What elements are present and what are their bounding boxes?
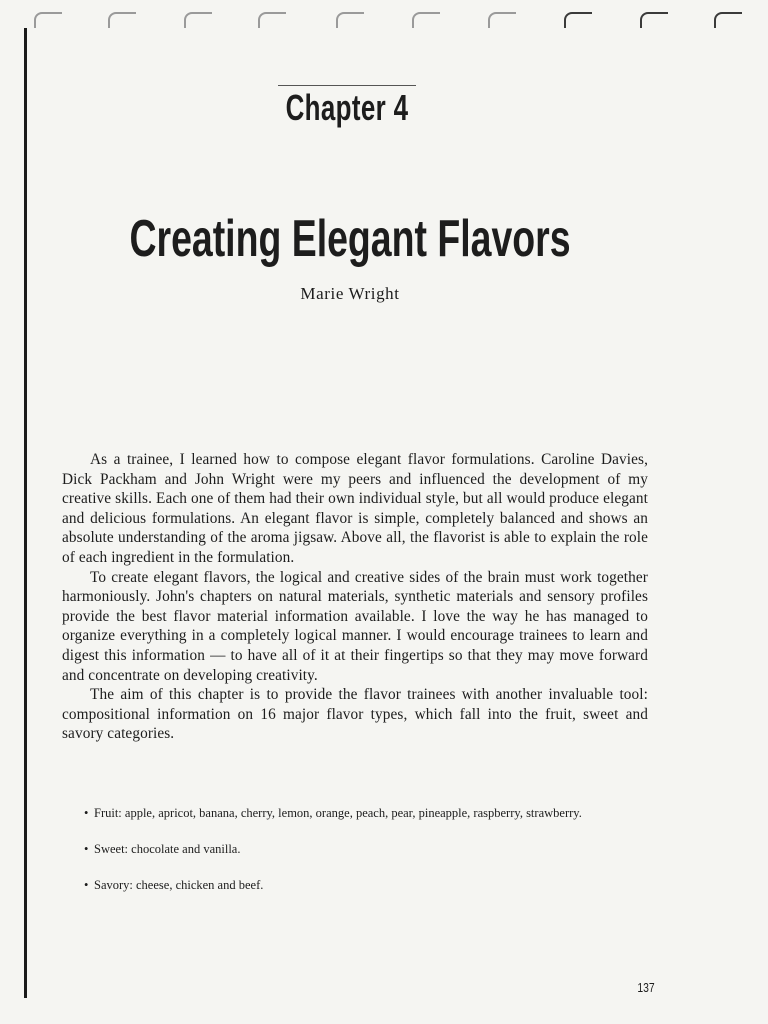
body-paragraph: To create elegant flavors, the logical and creative sides of the brain must work together harmoniously. John's chapters on natural materials, synthetic materials and sensory profiles provide the best flavor material information available. I love the way he has managed to organize everything in a completely logical manner. I would encourage trainees to learn and digest this information — to have all of it at their fingertips so that they may move forward and concentrate on developing creativity. — [62, 568, 648, 684]
chapter-author: Marie Wright — [300, 284, 400, 303]
page-number: 137 — [637, 980, 655, 995]
flavor-category-list — [84, 804, 644, 912]
list-item-text: Sweet: chocolate and vanilla. — [94, 842, 241, 856]
list-item-text: Savory: cheese, chicken and beef. — [94, 878, 264, 892]
body-text — [62, 450, 648, 744]
binding-ring — [336, 12, 364, 28]
binding-ring — [184, 12, 212, 28]
binding-ring — [34, 12, 62, 28]
chapter-title: Creating Elegant Flavors — [129, 210, 571, 268]
body-paragraph: As a trainee, I learned how to compose elegant flavor formulations. Caroline Davies, Dick Packham and John Wright were my peers and influenced the development of my creative skills. Each one of them had their own individual style, but all would produce elegant and delicious formulations. An elegant flavor is simple, completely balanced and shows an absolute understanding of the aroma jigsaw. Above all, the flavorist is able to explain the role of each ingredient in the formulation. — [62, 451, 648, 566]
binding-ring — [640, 12, 668, 28]
binding-ring — [488, 12, 516, 28]
bullet-icon: • — [84, 806, 89, 820]
list-item — [84, 840, 644, 859]
list-item-text: Fruit: apple, apricot, banana, cherry, lemon, orange, peach, pear, pineapple, raspberry, strawberry. — [94, 806, 582, 820]
binding-ring — [412, 12, 440, 28]
binding-edge — [24, 28, 27, 998]
binding-ring — [258, 12, 286, 28]
binding-ring — [108, 12, 136, 28]
chapter-label: Chapter 4 — [285, 87, 409, 128]
binding-ring — [564, 12, 592, 28]
bullet-icon: • — [84, 878, 89, 892]
binding-ring — [714, 12, 742, 28]
list-item — [84, 804, 644, 823]
bullet-icon: • — [84, 842, 89, 856]
list-item — [84, 876, 644, 895]
body-paragraph: The aim of this chapter is to provide the flavor trainees with another invaluable tool: compositional information on 16 major flavor types, which fall into the fruit, sweet and savory categories. — [62, 686, 648, 743]
